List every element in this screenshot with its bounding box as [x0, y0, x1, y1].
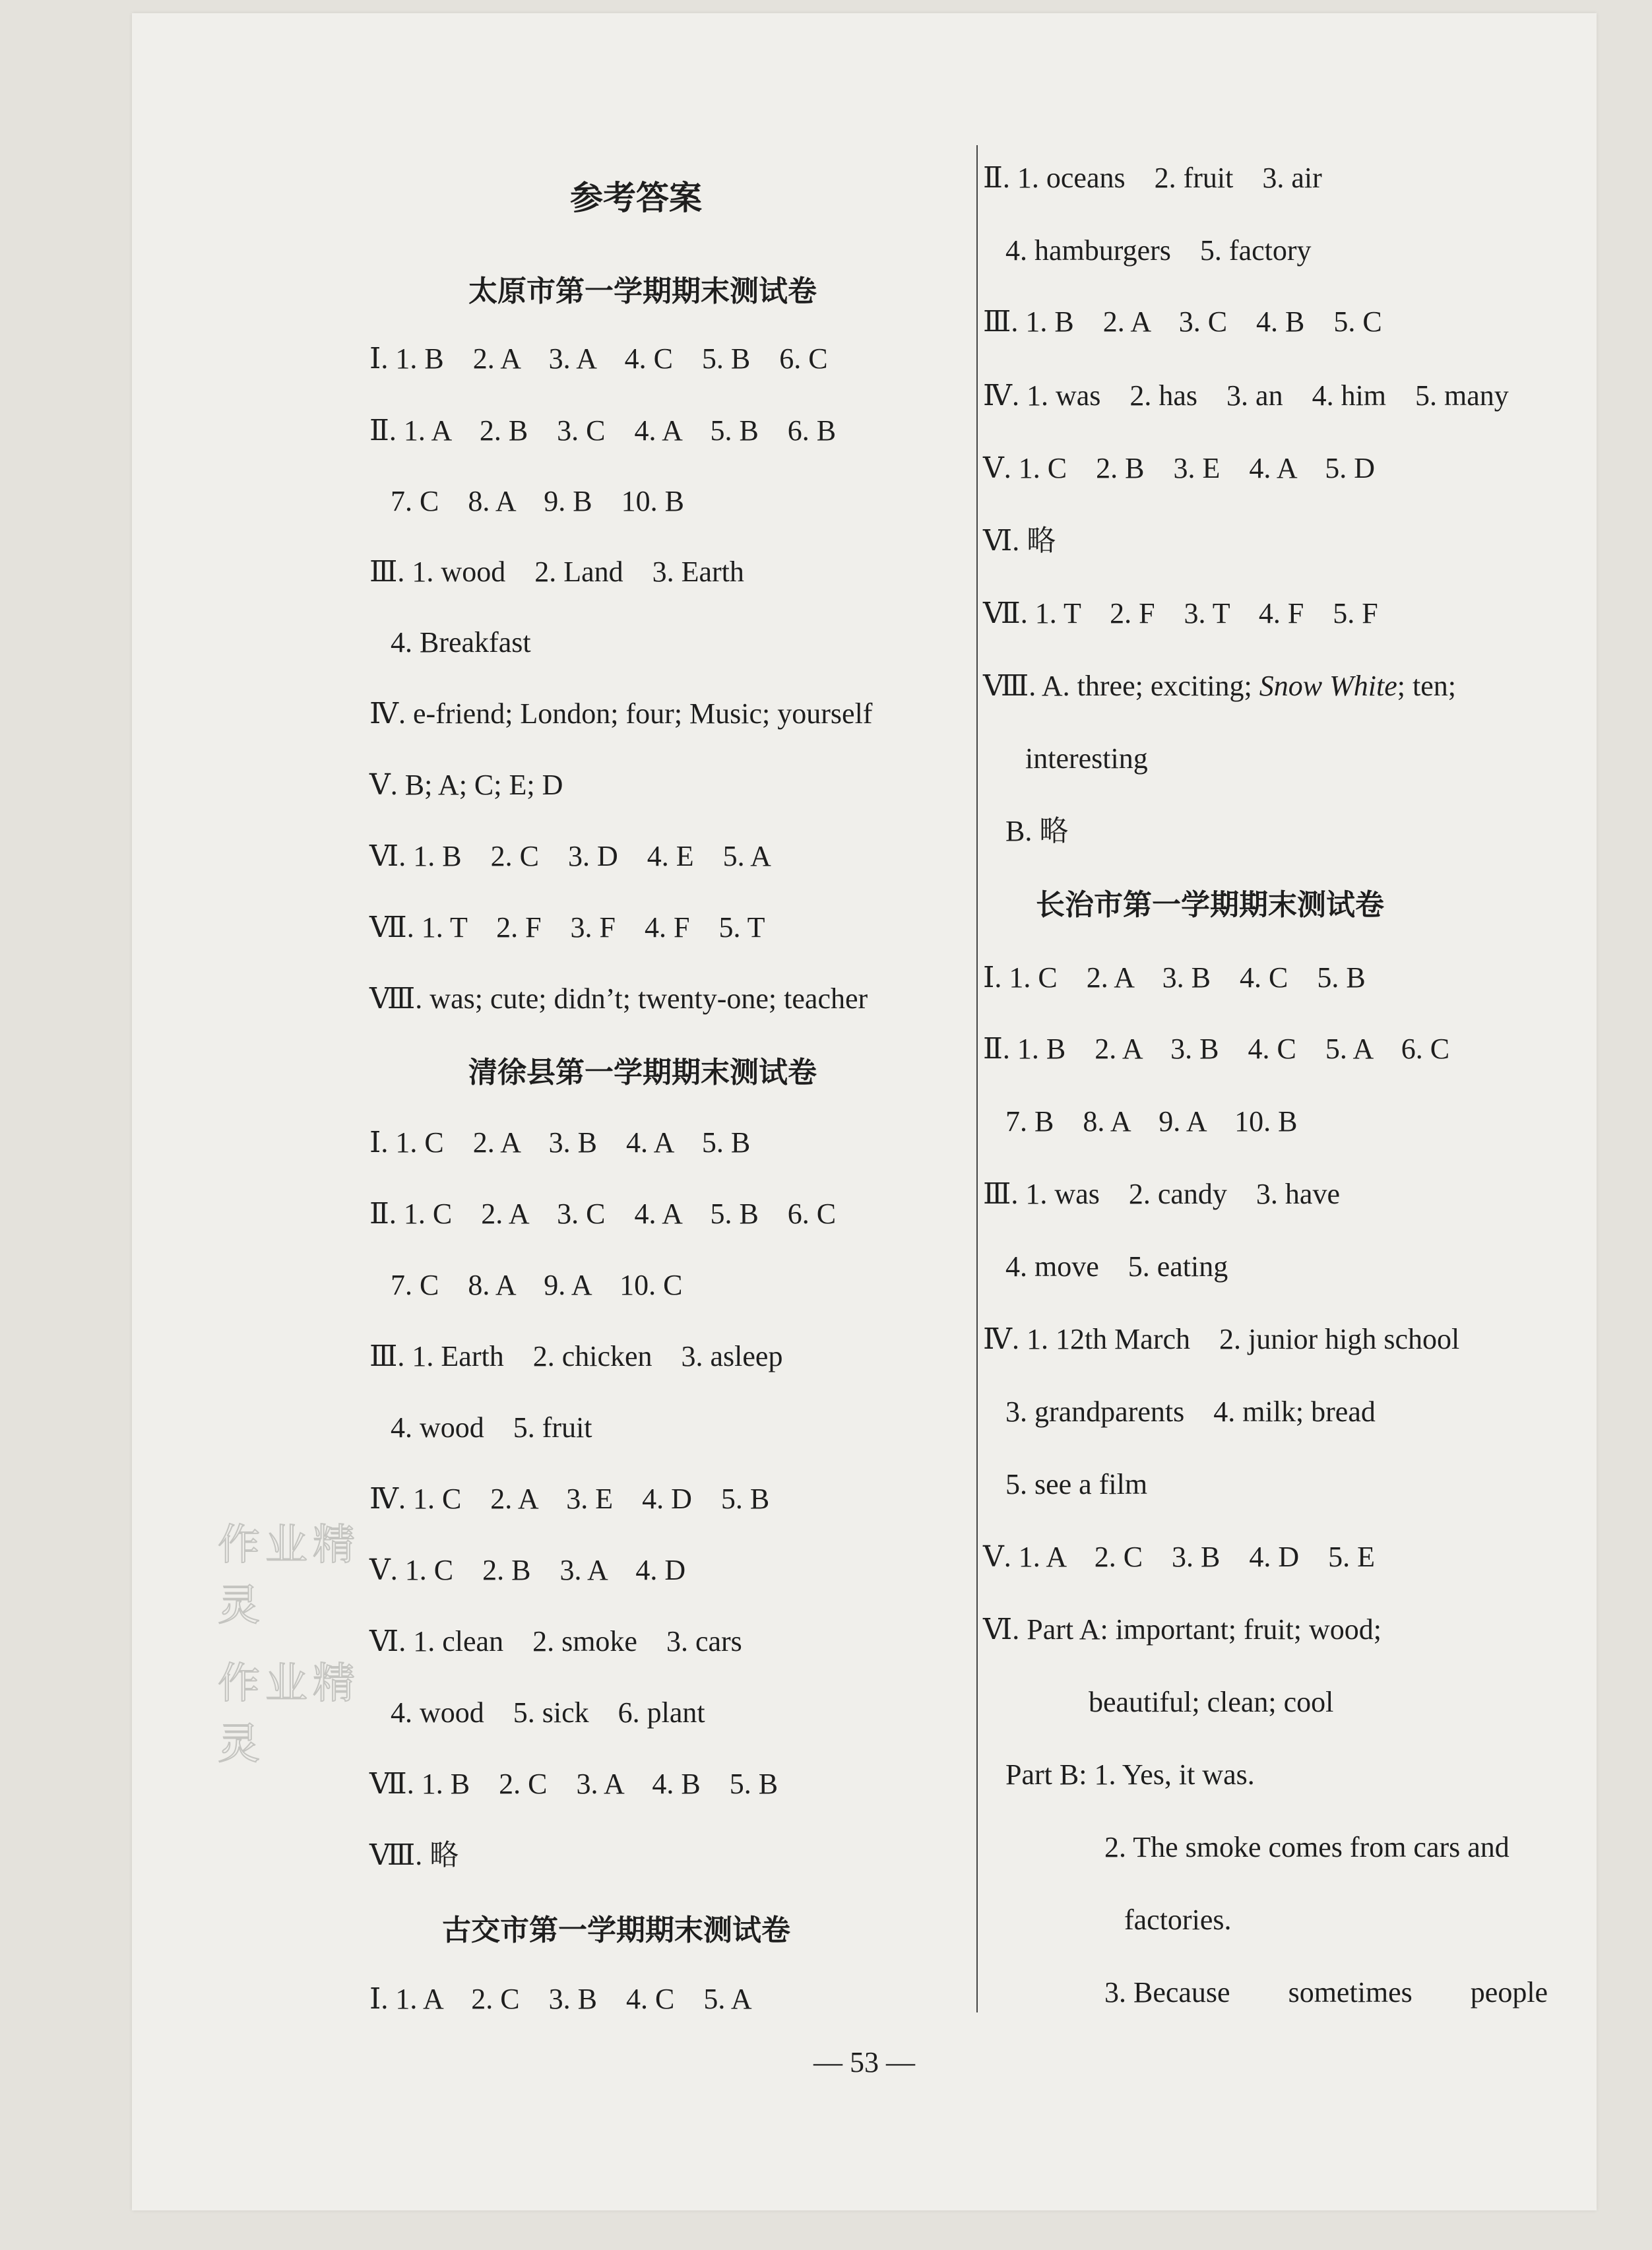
- changzhi-answer-line: Ⅴ. 1. A 2. C 3. B 4. D 5. E: [983, 1541, 1376, 1573]
- continued-answer-line: [983, 666, 1456, 706]
- changzhi-answer-line: Ⅲ. 1. was 2. candy 3. have: [983, 1178, 1340, 1210]
- changzhi-answer-line: beautiful; clean; cool: [1089, 1686, 1334, 1718]
- taiyuan-answer-line: Ⅲ. 1. wood 2. Land 3. Earth: [369, 556, 744, 588]
- changzhi-answer-line: Ⅱ. 1. B 2. A 3. B 4. C 5. A 6. C: [983, 1033, 1450, 1065]
- taiyuan-answer-line: Ⅶ. 1. T 2. F 3. F 4. F 5. T: [369, 911, 765, 944]
- qingxu-heading: 清徐县第一学期期末测试卷: [468, 1056, 817, 1089]
- changzhi-answer-line: Part B: 1. Yes, it was.: [1005, 1758, 1255, 1791]
- changzhi-answer-line: 3. Because sometimes people: [1104, 1976, 1548, 2009]
- qingxu-answer-line: Ⅷ. 略: [369, 1839, 459, 1871]
- gujiao-heading: 古交市第一学期期末测试卷: [442, 1913, 790, 1947]
- continued-answer-line: interesting: [1025, 742, 1148, 775]
- continued-answer-line: Ⅴ. 1. C 2. B 3. E 4. A 5. D: [983, 452, 1376, 484]
- changzhi-answer-line: factories.: [1124, 1904, 1232, 1936]
- qingxu-answer-line: 4. wood 5. sick 6. plant: [391, 1696, 705, 1729]
- continued-answer-line: B. 略: [1005, 815, 1069, 847]
- changzhi-answer-line: 5. see a film: [1005, 1468, 1148, 1500]
- continued-answer-line: Ⅶ. 1. T 2. F 3. T 4. F 5. F: [983, 597, 1378, 629]
- changzhi-answer-line: 3. grandparents 4. milk; bread: [1005, 1396, 1376, 1428]
- qingxu-answer-line: Ⅰ. 1. C 2. A 3. B 4. A 5. B: [369, 1126, 751, 1159]
- changzhi-answer-line: Ⅵ. Part A: important; fruit; wood;: [983, 1613, 1382, 1646]
- taiyuan-answer-line: Ⅰ. 1. B 2. A 3. A 4. C 5. B 6. C: [369, 342, 828, 375]
- changzhi-answer-line: Ⅰ. 1. C 2. A 3. B 4. C 5. B: [983, 961, 1366, 994]
- taiyuan-answer-line: 7. C 8. A 9. B 10. B: [391, 485, 684, 517]
- changzhi-answer-line: 7. B 8. A 9. A 10. B: [1005, 1105, 1298, 1138]
- qingxu-answer-line: Ⅵ. 1. clean 2. smoke 3. cars: [369, 1625, 742, 1657]
- page-number: — 53 —: [813, 2046, 915, 2078]
- taiyuan-answer-line: Ⅵ. 1. B 2. C 3. D 4. E 5. A: [369, 840, 771, 872]
- column-divider: [976, 145, 978, 2012]
- watermark-stamp-upper: 作业精灵: [218, 1521, 360, 1630]
- qingxu-answer-line: Ⅴ. 1. C 2. B 3. A 4. D: [369, 1554, 686, 1586]
- answer-page: [132, 13, 1597, 2210]
- changzhi-heading: 长治市第一学期期末测试卷: [1036, 888, 1384, 922]
- qingxu-answer-line: Ⅱ. 1. C 2. A 3. C 4. A 5. B 6. C: [369, 1198, 837, 1230]
- continued-answer-line: Ⅲ. 1. B 2. A 3. C 4. B 5. C: [983, 305, 1382, 338]
- continued-answer-line: Ⅵ. 略: [983, 525, 1056, 557]
- taiyuan-answer-line: Ⅴ. B; A; C; E; D: [369, 769, 563, 801]
- snow-white-title: Snow White: [1259, 670, 1397, 702]
- qingxu-answer-line: Ⅶ. 1. B 2. C 3. A 4. B 5. B: [369, 1768, 778, 1800]
- changzhi-answer-line: Ⅳ. 1. 12th March 2. junior high school: [983, 1323, 1460, 1355]
- viii-a-prefix: Ⅷ. A. three; exciting;: [983, 670, 1252, 702]
- gujiao-answer-line: Ⅰ. 1. A 2. C 3. B 4. C 5. A: [369, 1983, 752, 2015]
- qingxu-answer-line: 7. C 8. A 9. A 10. C: [391, 1269, 683, 1301]
- viii-a-suffix: ; ten;: [1397, 670, 1456, 702]
- continued-answer-line: 4. hamburgers 5. factory: [1005, 234, 1312, 267]
- taiyuan-answer-line: Ⅷ. was; cute; didn’t; twenty-one; teacher: [369, 982, 868, 1015]
- taiyuan-answer-line: 4. Breakfast: [391, 626, 531, 659]
- taiyuan-heading: 太原市第一学期期末测试卷: [468, 274, 817, 308]
- continued-answer-line: Ⅳ. 1. was 2. has 3. an 4. him 5. many: [983, 379, 1509, 412]
- qingxu-answer-line: Ⅲ. 1. Earth 2. chicken 3. asleep: [369, 1340, 783, 1372]
- page-title: 参考答案: [570, 179, 702, 217]
- changzhi-answer-line: 2. The smoke comes from cars and: [1104, 1831, 1509, 1863]
- changzhi-answer-line: 4. move 5. eating: [1005, 1250, 1228, 1283]
- qingxu-answer-line: Ⅳ. 1. C 2. A 3. E 4. D 5. B: [369, 1483, 770, 1515]
- taiyuan-answer-line: Ⅳ. e-friend; London; four; Music; yourself: [369, 697, 873, 730]
- watermark-stamp-lower: 作业精灵: [218, 1659, 360, 1769]
- qingxu-answer-line: 4. wood 5. fruit: [391, 1411, 592, 1444]
- continued-answer-line: Ⅱ. 1. oceans 2. fruit 3. air: [983, 162, 1322, 194]
- taiyuan-answer-line: Ⅱ. 1. A 2. B 3. C 4. A 5. B 6. B: [369, 414, 837, 447]
